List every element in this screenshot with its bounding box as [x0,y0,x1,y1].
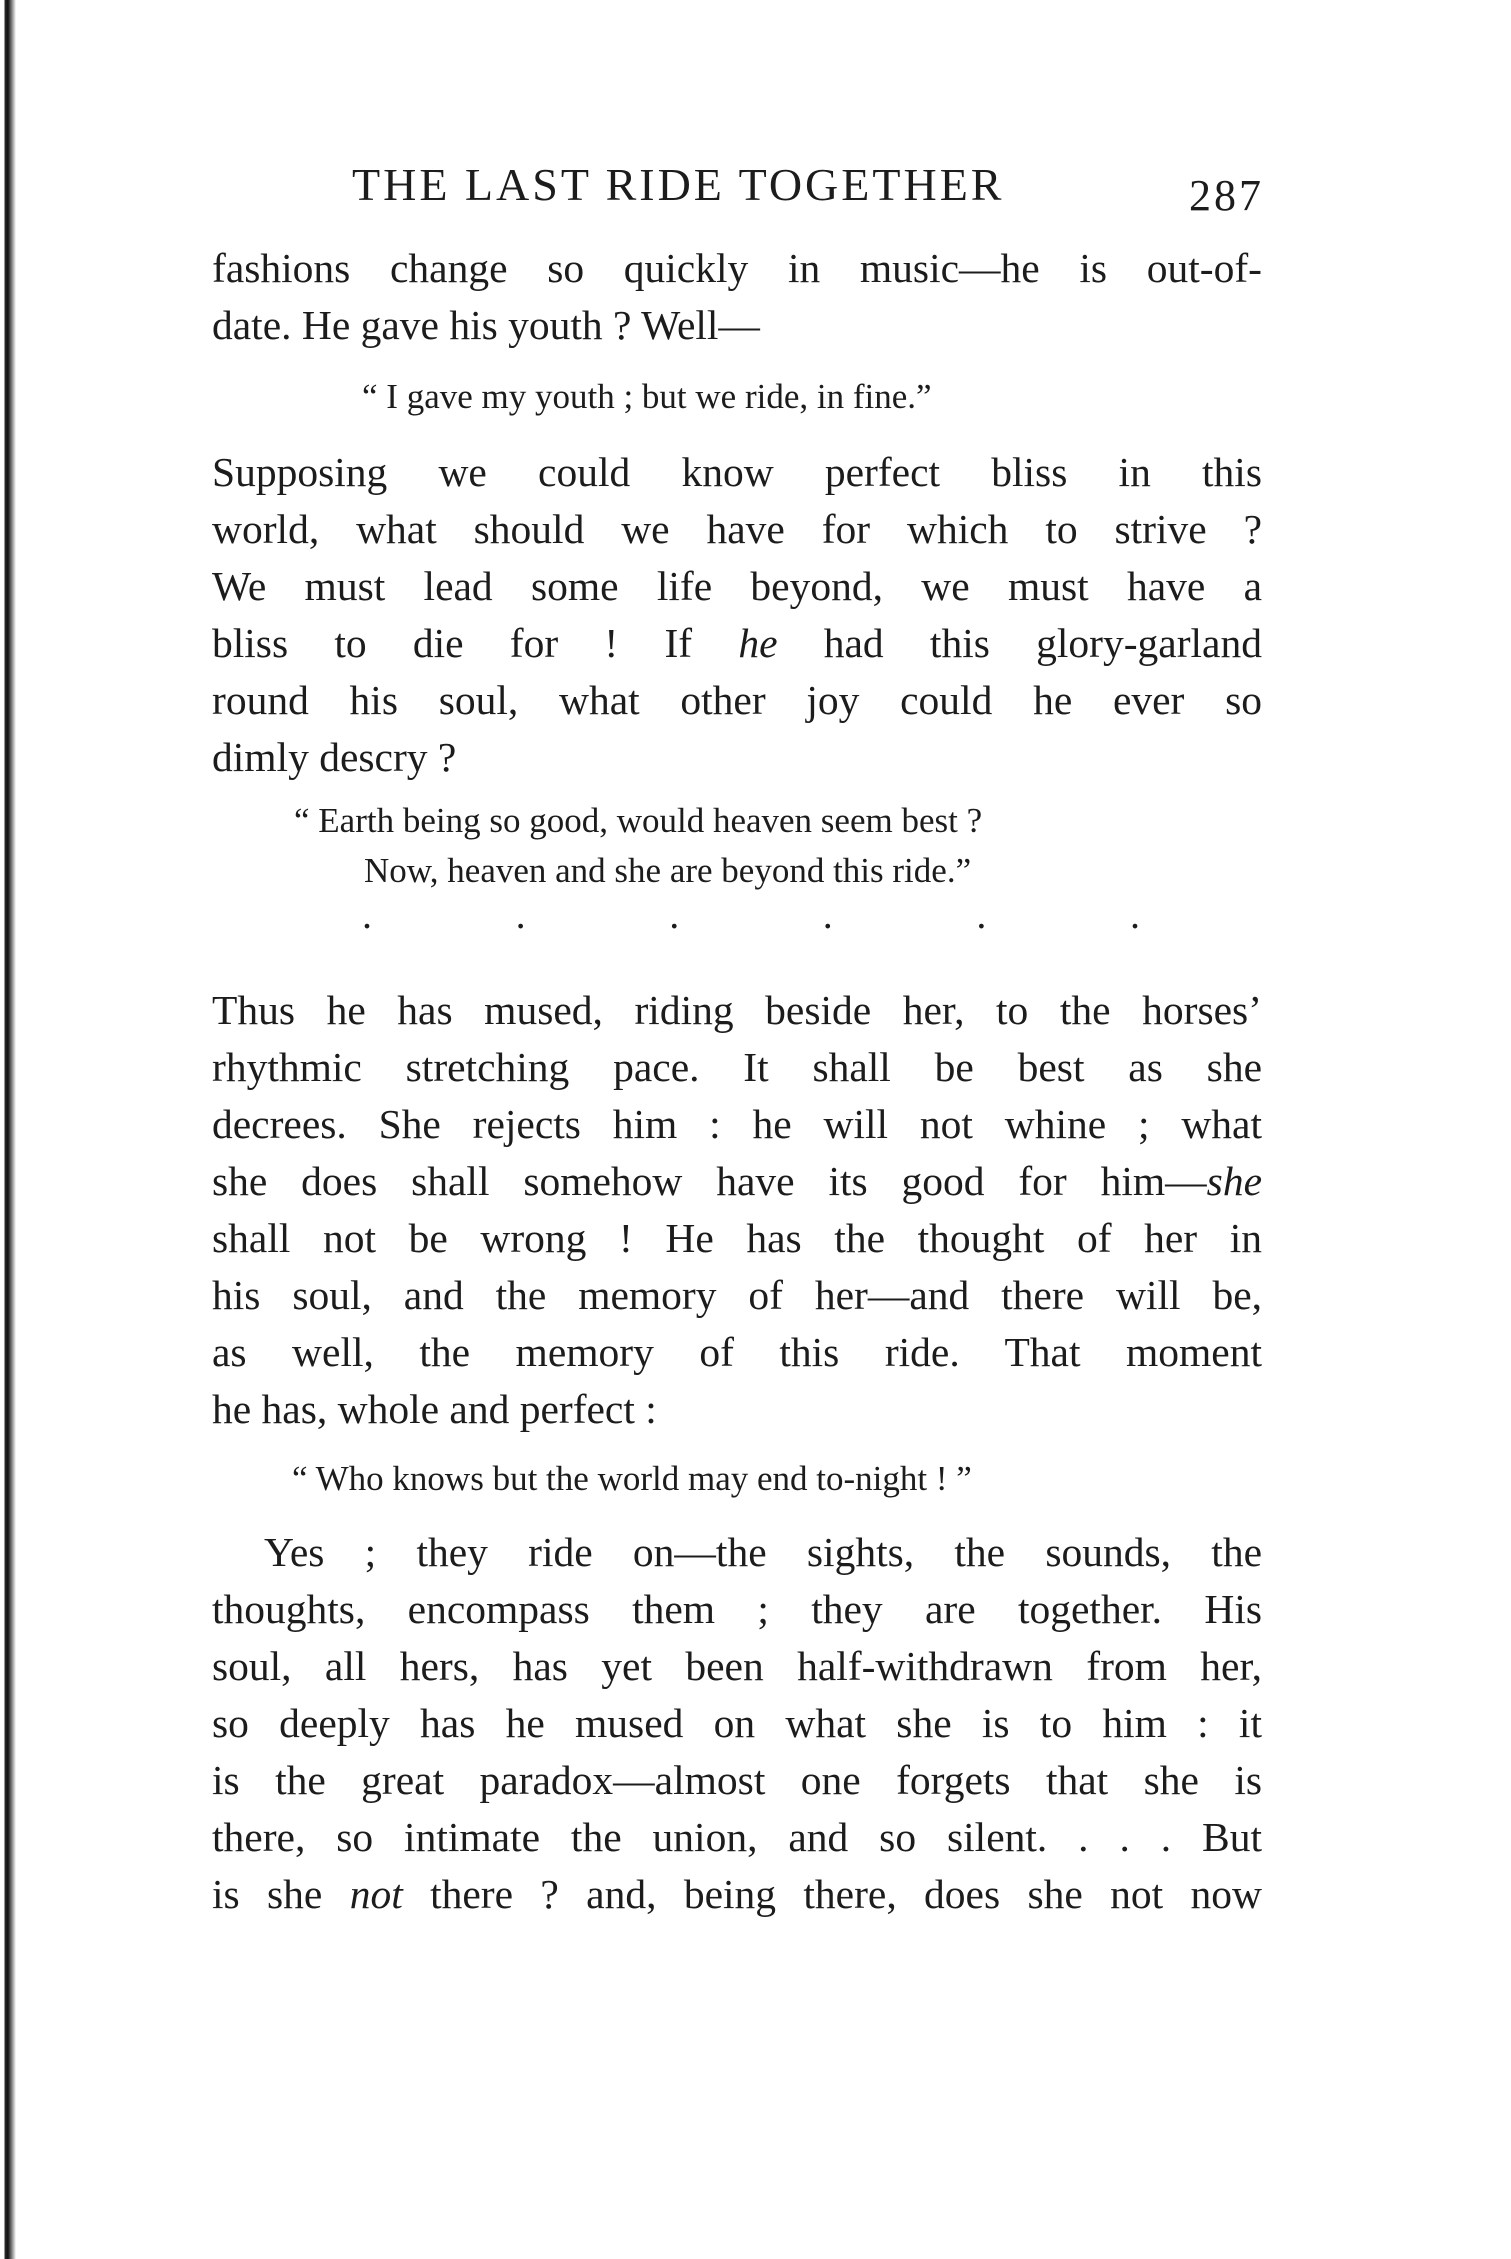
ellipsis-dot: . [1129,892,1140,937]
paragraph-1 [212,240,1262,354]
text-line: thoughts, encompass them ; they are together. His [212,1586,1262,1632]
paragraph-2 [212,444,1262,786]
verse-quote-3: “ Who knows but the world may end to-night ! ” [292,1459,972,1498]
verse-quote-1: “ I gave my youth ; but we ride, in fine.” [362,377,932,416]
text-line: his soul, and the memory of her—and there will be, [212,1272,1262,1318]
text-line: Yes ; they ride on—the sights, the sounds, the [264,1529,1262,1575]
ellipsis-dots [212,892,1262,954]
italic-word: she [1206,1158,1262,1204]
ellipsis-dot: . [822,892,833,937]
verse-line: Now, heaven and she are beyond this ride.” [364,851,972,890]
text-line [212,1866,1262,1923]
page-number: 287 [1189,171,1264,220]
text-segment: she does shall somehow have its good for him— [212,1158,1207,1204]
verse-line: “ Earth being so good, would heaven seem best ? [294,801,983,840]
paragraph-4 [212,1524,1262,1923]
text-line [212,615,1262,672]
ellipsis-dot: . [515,892,526,937]
text-segment: is she [212,1871,350,1917]
text-line [212,1153,1262,1210]
text-line: soul, all hers, has yet been half-withdrawn from her, [212,1643,1262,1689]
book-page [212,150,1262,1923]
text-segment: there ? and, being there, does she not now [402,1871,1263,1917]
text-line: dimly descry ? [212,734,457,780]
text-line: is the great paradox—almost one forgets that she is [212,1757,1262,1803]
text-line: We must lead some life beyond, we must have a [212,563,1262,609]
running-title: THE LAST RIDE TOGETHER [352,159,1005,210]
text-line: Supposing we could know perfect bliss in this [212,449,1262,495]
text-line: Thus he has mused, riding beside her, to the horses’ [212,987,1262,1033]
ellipsis-dot: . [362,892,372,937]
ellipsis-dot: . [669,892,680,937]
text-line: decrees. She rejects him : he will not whine ; what [212,1101,1262,1147]
verse-quote-2 [212,796,1262,896]
ellipsis-dot: . [976,892,987,937]
text-line: rhythmic stretching pace. It shall be best as she [212,1044,1262,1090]
text-line: date. He gave his youth ? Well— [212,302,760,348]
text-line: fashions change so quickly in music—he is out-of- [212,245,1262,291]
page-header [212,150,1262,240]
text-line: so deeply has he mused on what she is to him : it [212,1700,1262,1746]
text-segment: had this glory-garland [777,620,1262,666]
text-line: there, so intimate the union, and so silent. . . . But [212,1814,1262,1860]
text-line: world, what should we have for which to strive ? [212,506,1262,552]
text-line: as well, the memory of this ride. That moment [212,1329,1262,1375]
text-line: he has, whole and perfect : [212,1386,657,1432]
text-segment: bliss to die for ! If [212,620,739,666]
italic-word: not [349,1871,403,1917]
book-binding-edge [0,0,18,2259]
text-line: shall not be wrong ! He has the thought of her in [212,1215,1262,1261]
text-line: round his soul, what other joy could he ever so [212,677,1262,723]
paragraph-3 [212,982,1262,1438]
italic-word: he [738,620,778,666]
